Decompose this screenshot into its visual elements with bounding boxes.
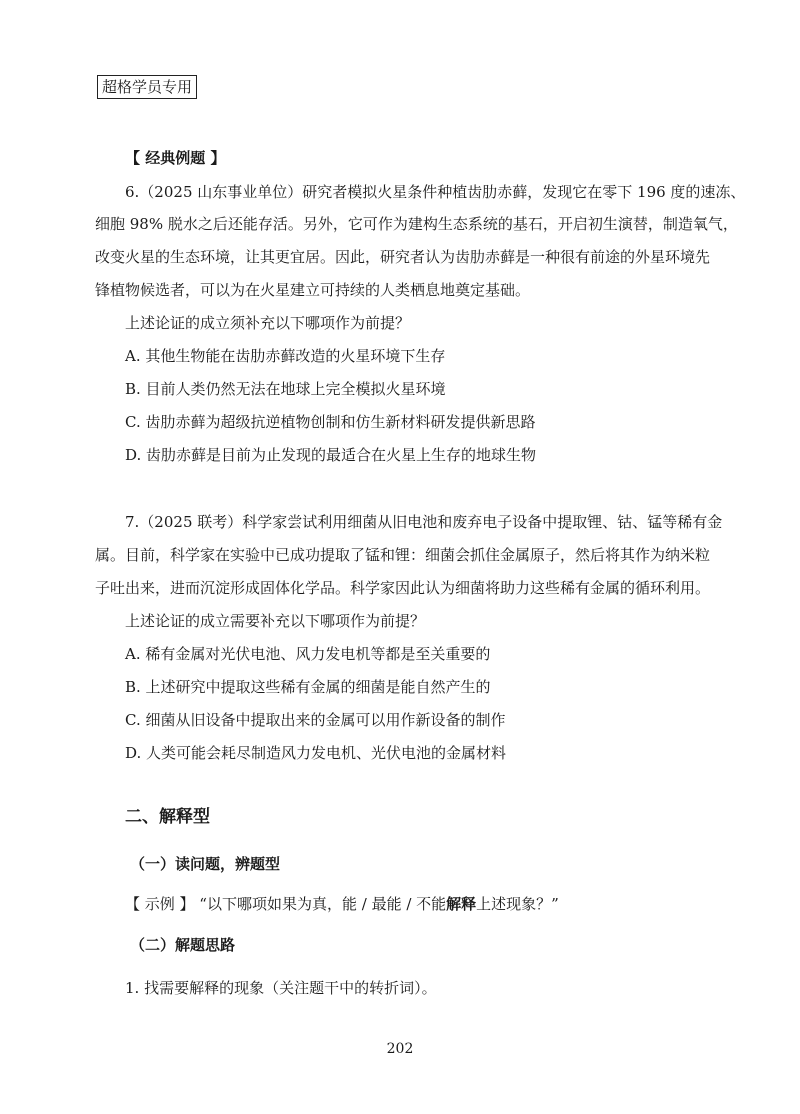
q6-line-1: 6.（2025 山东事业单位）研究者模拟火星条件种植齿肋赤藓，发现它在零下 196 度的速冻、	[125, 183, 746, 201]
section-2-title: 二、解释型	[125, 807, 210, 827]
subsection-2-title: （二）解题思路	[130, 936, 236, 954]
q6-option-a: A. 其他生物能在齿肋赤藓改造的火星环境下生存	[125, 347, 446, 365]
q7-option-b: B. 上述研究中提取这些稀有金属的细菌是能自然产生的	[125, 678, 491, 696]
q7-option-a: A. 稀有金属对光伏电池、风力发电机等都是至关重要的	[125, 645, 491, 663]
subsection-1-title: （一）读问题，辨题型	[130, 855, 281, 873]
q7-line-3: 子吐出来，进而沉淀形成固体化学品。科学家因此认为细菌将助力这些稀有金属的循环利用。	[95, 579, 711, 597]
step-1: 1. 找需要解释的现象（关注题干中的转折词）。	[125, 979, 437, 997]
q7-prompt: 上述论证的成立需要补充以下哪项作为前提？	[125, 612, 426, 630]
q6-option-d: D. 齿肋赤藓是目前为止发现的最适合在火星上生存的地球生物	[125, 446, 537, 464]
example-prefix: 【 示例 】 “以下哪项如果为真，能 / 最能 / 不能	[125, 895, 447, 913]
q6-line-4: 锋植物候选者，可以为在火星建立可持续的人类栖息地奠定基础。	[95, 281, 531, 299]
example-suffix: 上述现象？”	[476, 895, 559, 913]
q6-line-3: 改变火星的生态环境，让其更宜居。因此，研究者认为齿肋赤藓是一种很有前途的外星环境先	[95, 248, 711, 266]
q7-line-1: 7.（2025 联考）科学家尝试利用细菌从旧电池和废弃电子设备中提取锂、钴、锰等稀有金	[125, 513, 723, 531]
q7-option-d: D. 人类可能会耗尽制造风力发电机、光伏电池的金属材料	[125, 744, 507, 762]
example-keyword: 解释	[446, 895, 477, 913]
q6-prompt: 上述论证的成立须补充以下哪项作为前提？	[125, 314, 411, 332]
q6-option-c: C. 齿肋赤藓为超级抗逆植物创制和仿生新材料研发提供新思路	[125, 413, 536, 431]
page-number: 202	[386, 1041, 414, 1057]
example-line	[125, 894, 559, 914]
student-only-tag: 超格学员专用	[97, 75, 197, 99]
section-title: 【 经典例题 】	[125, 149, 226, 167]
q6-line-2: 细胞 98% 脱水之后还能存活。另外，它可作为建构生态系统的基石，开启初生演替，制造氧气，	[95, 215, 738, 233]
q7-option-c: C. 细菌从旧设备中提取出来的金属可以用作新设备的制作	[125, 711, 506, 729]
q6-option-b: B. 目前人类仍然无法在地球上完全模拟火星环境	[125, 380, 446, 398]
q7-line-2: 属。目前，科学家在实验中已成功提取了锰和锂：细菌会抓住金属原子，然后将其作为纳米粒	[95, 546, 711, 564]
